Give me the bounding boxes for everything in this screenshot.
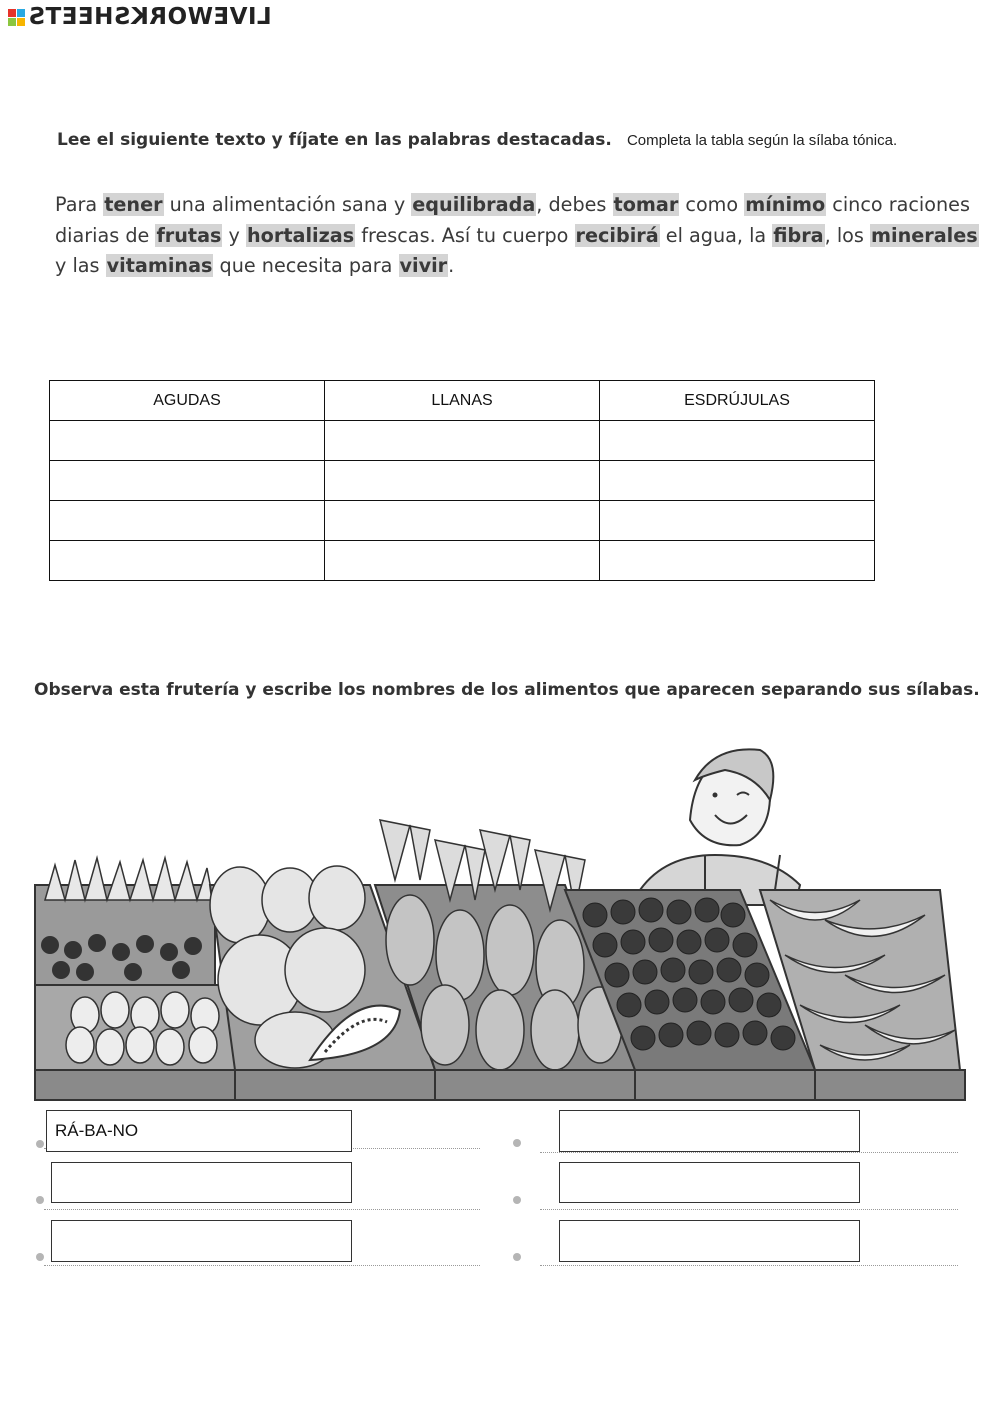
answer-cell[interactable] (50, 541, 325, 581)
bullet-icon (513, 1139, 521, 1147)
table-row (50, 461, 875, 501)
reading-paragraph (55, 190, 995, 282)
dotted-line (44, 1209, 480, 1210)
answer-cell[interactable] (50, 461, 325, 501)
paragraph-text: el agua, la (659, 223, 773, 247)
liveworksheets-logo (8, 4, 272, 30)
paragraph-text: , los (824, 223, 871, 247)
answer-cell[interactable] (50, 421, 325, 461)
instruction-2: Observa esta frutería y escribe los nombres de los alimentos que aparecen separando sus sílabas. (34, 680, 980, 700)
paragraph-line-1 (55, 190, 995, 221)
answer-cell[interactable] (325, 541, 600, 581)
fruit-stand-illustration (25, 740, 970, 1110)
highlighted-word: vivir (399, 254, 448, 277)
highlighted-word: frutas (156, 223, 222, 247)
answer-cell[interactable] (600, 501, 875, 541)
paragraph-text: una alimentación sana y (163, 193, 412, 216)
table-row (50, 501, 875, 541)
highlighted-word: mínimo (745, 193, 826, 216)
answer-input-left-3[interactable] (51, 1220, 352, 1262)
paragraph-text: que necesita para (213, 254, 399, 277)
bullet-icon (36, 1253, 44, 1261)
paragraph-text: y (222, 223, 247, 247)
instruction-1-bold: Lee el siguiente texto y fíjate en las palabras destacadas. (57, 130, 612, 150)
bullet-icon (513, 1253, 521, 1261)
radish-greens-illustration (35, 858, 215, 985)
highlighted-word: vitaminas (106, 254, 213, 277)
dotted-line (540, 1265, 958, 1266)
paragraph-text: . (448, 254, 455, 277)
logo-blocks-icon (8, 9, 25, 26)
paragraph-text: frescas. Así tu cuerpo (355, 223, 575, 247)
instruction-1 (57, 130, 897, 150)
table-header-row (50, 381, 875, 421)
answer-input-right-1[interactable] (559, 1110, 860, 1152)
header-esdrujulas: ESDRÚJULAS (600, 381, 875, 421)
answer-cell[interactable] (325, 501, 600, 541)
paragraph-line-3 (55, 251, 995, 282)
highlighted-word: tener (104, 193, 163, 216)
paragraph-text: como (679, 193, 745, 216)
table-row (50, 421, 875, 461)
paragraph-text: Para (55, 193, 104, 216)
highlighted-word: equilibrada (412, 193, 536, 216)
dotted-line (44, 1265, 480, 1266)
answer-cell[interactable] (600, 541, 875, 581)
header-agudas: AGUDAS (50, 381, 325, 421)
highlighted-word: minerales (871, 223, 978, 247)
answer-cell[interactable] (325, 421, 600, 461)
answer-input-right-2[interactable] (559, 1162, 860, 1203)
highlighted-word: hortalizas (247, 223, 355, 247)
dotted-line (540, 1152, 958, 1153)
lemons-illustration (35, 985, 235, 1070)
answer-input-left-2[interactable] (51, 1162, 352, 1203)
dotted-line (540, 1209, 958, 1210)
highlighted-word: recibirá (575, 223, 659, 247)
answer-cell[interactable] (600, 461, 875, 501)
paragraph-text: y las (55, 254, 106, 277)
paragraph-text: diarias de (55, 223, 156, 247)
bullet-icon (513, 1196, 521, 1204)
answer-input-left-1[interactable]: RÁ-BA-NO (46, 1110, 352, 1152)
table-row (50, 541, 875, 581)
header-llanas: LLANAS (325, 381, 600, 421)
syllable-table (49, 380, 875, 581)
answer-cell[interactable] (600, 421, 875, 461)
answer-cell[interactable] (325, 461, 600, 501)
bullet-icon (36, 1140, 44, 1148)
logo-text: LIVEWORKSHEETS (28, 4, 272, 30)
paragraph-text: cinco raciones (826, 193, 970, 216)
highlighted-word: fibra (773, 223, 824, 247)
answer-cell[interactable] (50, 501, 325, 541)
vendor-illustration (640, 749, 800, 905)
counter-base (35, 1070, 965, 1100)
instruction-1-light: Completa la tabla según la sílaba tónica. (626, 132, 898, 149)
paragraph-line-2 (55, 221, 995, 252)
answer-input-right-3[interactable] (559, 1220, 860, 1262)
highlighted-word: tomar (613, 193, 679, 216)
bullet-icon (36, 1196, 44, 1204)
paragraph-text: , debes (536, 193, 613, 216)
